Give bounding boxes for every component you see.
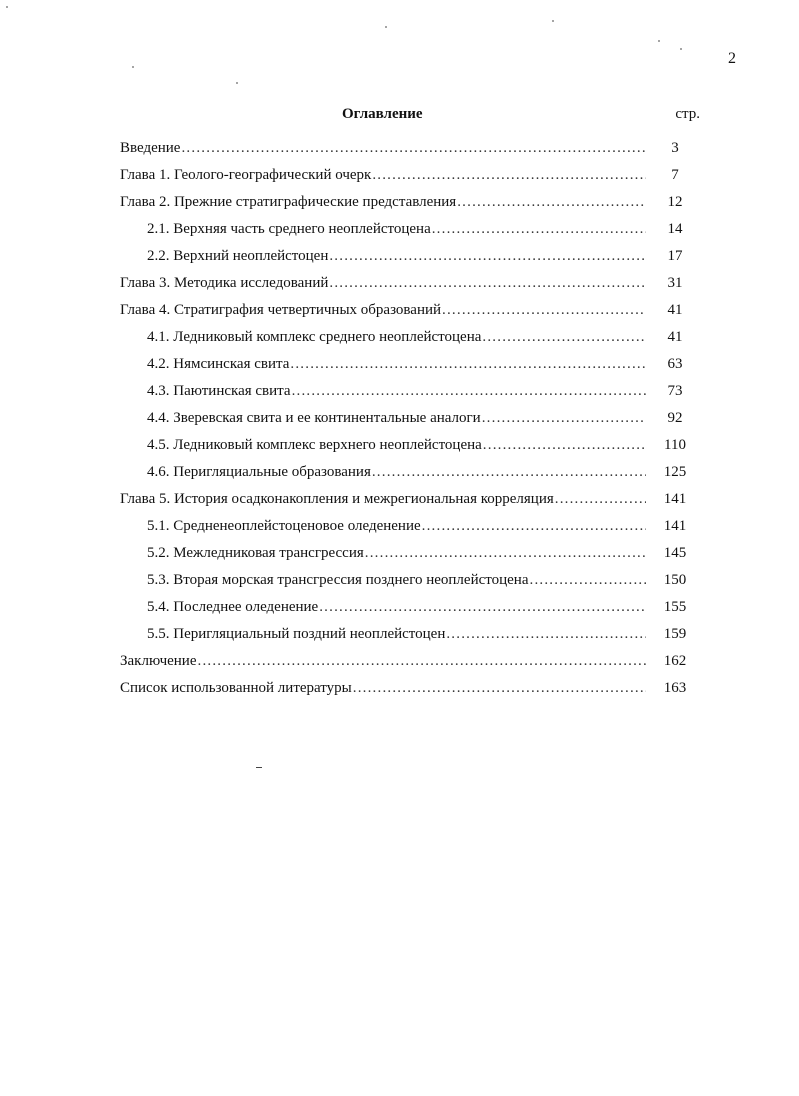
dot-leader (198, 652, 647, 670)
toc-entry-title: Список использованной литературы (120, 680, 352, 696)
toc-entry-title: Введение (120, 140, 181, 156)
dot-leader (329, 274, 646, 292)
dot-leader (329, 247, 646, 265)
scan-speck (552, 20, 554, 22)
toc-entry-page: 110 (664, 437, 686, 453)
toc-entry (120, 508, 702, 535)
toc-entry-title: Глава 1. Геолого-географический очерк (120, 167, 372, 183)
dot-leader (181, 139, 646, 157)
scan-speck (6, 6, 8, 8)
toc-entry-page: 12 (667, 194, 683, 210)
toc-entry-page: 41 (667, 329, 683, 345)
page-column-label: стр. (675, 106, 700, 122)
toc-entry (120, 184, 702, 211)
toc-entry-page: 73 (667, 383, 683, 399)
toc-entry-page: 7 (671, 167, 679, 183)
dot-leader (372, 166, 646, 184)
dot-leader (290, 355, 646, 373)
toc-entry-title: Глава 4. Стратиграфия четвертичных образований (120, 302, 442, 318)
toc-entry (120, 346, 702, 373)
dot-leader (365, 544, 646, 562)
toc-entry-title: 5.2. Межледниковая трансгрессия (147, 545, 364, 561)
toc-entry (120, 157, 702, 184)
toc-entry-page: 141 (663, 491, 687, 507)
toc-entry-page: 159 (663, 626, 687, 642)
page-number: 2 (728, 50, 736, 67)
dot-leader (457, 193, 646, 211)
scan-speck (236, 82, 238, 84)
toc-entry-title: Глава 5. История осадконакопления и межрегиональная корреляция (120, 491, 554, 507)
toc-entry-title: 4.3. Паютинская свита (147, 383, 291, 399)
scan-speck (658, 40, 660, 42)
toc-entry-page: 150 (663, 572, 687, 588)
toc-title: Оглавление (342, 106, 423, 122)
toc-entry-title: 5.5. Перигляциальный поздний неоплейстоцен (147, 626, 446, 642)
toc-entry-title: Глава 2. Прежние стратиграфические представления (120, 194, 457, 210)
toc-entry (120, 616, 702, 643)
dot-leader (319, 598, 646, 616)
toc-entry-title: 5.3. Вторая морская трансгрессия позднего неоплейстоцена (147, 572, 529, 588)
toc-entry-page: 125 (663, 464, 687, 480)
toc-entry (120, 427, 702, 454)
toc-entry-title: 5.1. Средненеоплейстоценовое оледенение (147, 518, 421, 534)
toc-entry (120, 481, 702, 508)
toc-entry (120, 400, 702, 427)
toc-entry-title: Глава 3. Методика исследований (120, 275, 329, 291)
toc-entry-title: Заключение (120, 653, 197, 669)
dot-leader (530, 571, 647, 589)
toc-entry-title: 4.1. Ледниковый комплекс среднего неоплейстоцена (147, 329, 482, 345)
dot-leader (372, 463, 646, 481)
toc-entry-page: 31 (667, 275, 683, 291)
toc-entry (120, 319, 702, 346)
dot-leader (482, 409, 646, 427)
toc-entry (120, 130, 702, 157)
scan-speck (132, 66, 134, 68)
toc-entry-page: 162 (663, 653, 687, 669)
toc-header (120, 106, 702, 126)
toc-entry-title: 5.4. Последнее оледенение (147, 599, 319, 615)
toc-entry-page: 3 (671, 140, 679, 156)
table-of-contents (120, 130, 702, 697)
dot-leader (482, 328, 646, 346)
toc-entry (120, 373, 702, 400)
toc-entry-page: 141 (663, 518, 687, 534)
toc-entry-page: 145 (663, 545, 687, 561)
toc-entry-title: 4.4. Зверевская свита и ее континентальные аналоги (147, 410, 481, 426)
toc-entry (120, 292, 702, 319)
toc-entry-title: 4.6. Перигляциальные образования (147, 464, 371, 480)
toc-entry-page: 41 (667, 302, 683, 318)
toc-entry (120, 562, 702, 589)
dot-leader (442, 301, 646, 319)
dot-leader (353, 679, 646, 697)
scan-speck (385, 26, 387, 28)
toc-entry-page: 14 (667, 221, 683, 237)
toc-entry-page: 17 (667, 248, 683, 264)
toc-entry (120, 211, 702, 238)
toc-entry (120, 238, 702, 265)
dot-leader (555, 490, 646, 508)
scan-speck (680, 48, 682, 50)
toc-entry (120, 670, 702, 697)
toc-entry-page: 92 (667, 410, 683, 426)
toc-entry-title: 2.2. Верхний неоплейстоцен (147, 248, 329, 264)
toc-entry-page: 63 (667, 356, 683, 372)
dot-leader (292, 382, 646, 400)
dot-leader (432, 220, 646, 238)
toc-entry (120, 643, 702, 670)
toc-entry-page: 163 (663, 680, 687, 696)
scan-mark (256, 767, 262, 768)
toc-entry-title: 2.1. Верхняя часть среднего неоплейстоцена (147, 221, 431, 237)
dot-leader (446, 625, 646, 643)
dot-leader (422, 517, 646, 535)
toc-entry-title: 4.5. Ледниковый комплекс верхнего неоплейстоцена (147, 437, 482, 453)
toc-entry (120, 589, 702, 616)
dot-leader (483, 436, 646, 454)
toc-entry-title: 4.2. Нямсинская свита (147, 356, 290, 372)
toc-entry-page: 155 (663, 599, 687, 615)
toc-entry (120, 454, 702, 481)
toc-entry (120, 535, 702, 562)
toc-entry (120, 265, 702, 292)
